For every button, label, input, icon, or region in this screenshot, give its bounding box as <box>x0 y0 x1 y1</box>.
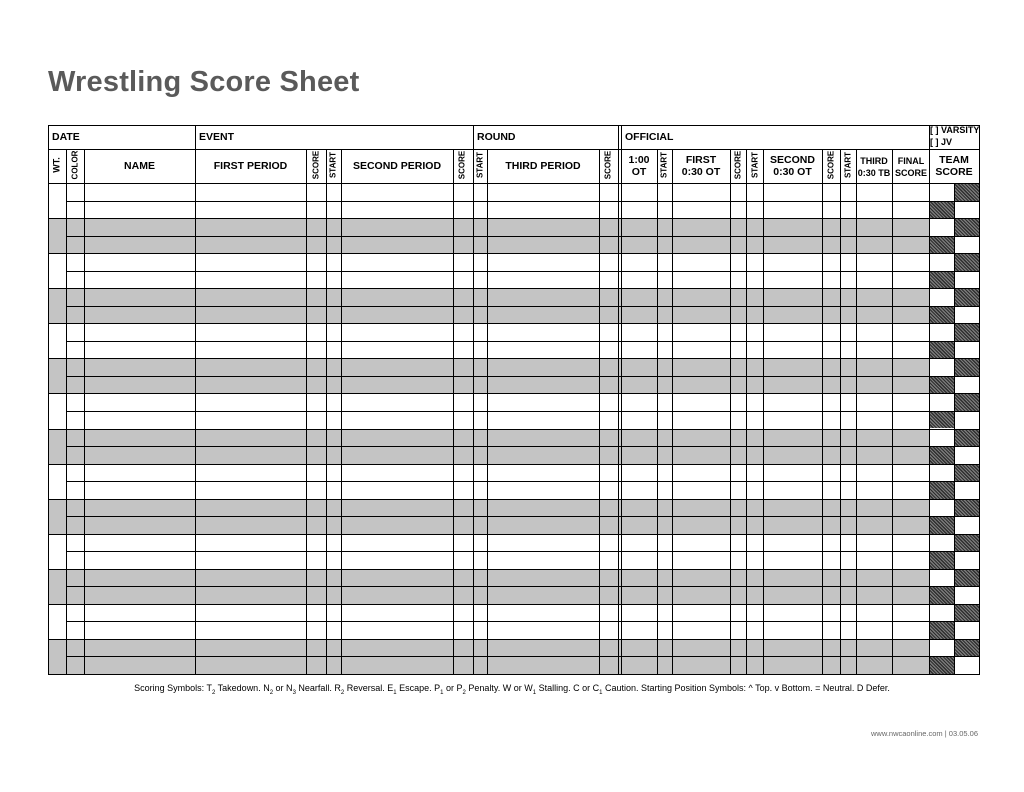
team-score-dark-cell <box>954 464 979 482</box>
second-ot-header-top: SECOND <box>770 154 815 166</box>
team-score-dark-cell <box>929 306 954 324</box>
official-label: OFFICIAL <box>625 131 674 143</box>
row-line <box>66 656 979 657</box>
row-line <box>66 516 979 517</box>
third-period-header: THIRD PERIOD <box>505 160 581 172</box>
column-line <box>195 125 196 674</box>
row-line <box>66 411 979 412</box>
team-score-header-bottom: SCORE <box>935 166 973 178</box>
row-line <box>66 551 979 552</box>
team-score-dark-cell <box>954 499 979 517</box>
border-left <box>48 125 49 674</box>
team-score-dark-cell <box>929 586 954 604</box>
team-score-dark-cell <box>954 218 979 236</box>
row-line <box>48 393 979 394</box>
page-title: Wrestling Score Sheet <box>48 66 360 98</box>
team-score-dark-cell <box>954 534 979 552</box>
team-score-dark-cell <box>929 481 954 499</box>
row-line <box>48 358 979 359</box>
jv-checkbox[interactable]: [ ] JV <box>930 137 953 147</box>
row-line <box>66 341 979 342</box>
team-score-dark-cell <box>954 288 979 306</box>
team-score-dark-cell <box>954 323 979 341</box>
team-score-dark-cell <box>929 236 954 254</box>
border-bottom <box>48 674 980 675</box>
team-score-dark-cell <box>929 271 954 289</box>
color-header: COLOR <box>70 150 80 180</box>
first-period-header: FIRST PERIOD <box>213 160 288 172</box>
start-header-ot2: START <box>750 151 760 179</box>
credit-line: www.nwcaonline.com | 03.05.06 <box>870 729 978 738</box>
first-ot-header-top: FIRST <box>685 154 717 166</box>
team-score-dark-cell <box>954 604 979 622</box>
row-line <box>48 639 979 640</box>
team-score-dark-cell <box>929 341 954 359</box>
row-line <box>48 288 979 289</box>
team-score-dark-cell <box>929 551 954 569</box>
first-ot-header-bottom: 0:30 OT <box>681 166 721 178</box>
row-line <box>66 271 979 272</box>
start-header-3: START <box>475 151 485 179</box>
team-score-dark-cell <box>954 639 979 657</box>
name-header: NAME <box>124 160 155 172</box>
score-header-ot2: SCORE <box>826 150 836 180</box>
row-line <box>48 534 979 535</box>
row-line <box>48 218 979 219</box>
score-header-ot1: SCORE <box>733 150 743 180</box>
team-score-dark-cell <box>954 429 979 447</box>
start-header-2: START <box>328 151 338 179</box>
final-score-header-top: FINAL <box>897 156 925 166</box>
team-score-dark-cell <box>954 183 979 201</box>
team-score-dark-cell <box>954 393 979 411</box>
official-divider-a <box>618 125 619 674</box>
team-score-header-top: TEAM <box>939 154 969 166</box>
team-score-dark-cell <box>954 569 979 587</box>
team-score-dark-cell <box>929 201 954 219</box>
row-line <box>66 621 979 622</box>
row-line <box>48 499 979 500</box>
team-score-dark-cell <box>929 376 954 394</box>
date-label: DATE <box>52 131 80 143</box>
column-line <box>473 125 474 674</box>
row-line <box>66 376 979 377</box>
row-line <box>66 306 979 307</box>
score-header-1: SCORE <box>311 150 321 180</box>
team-score-dark-cell <box>929 411 954 429</box>
row-line <box>48 604 979 605</box>
row-line <box>48 323 979 324</box>
official-divider-b <box>621 125 622 674</box>
team-score-dark-cell <box>954 253 979 271</box>
second-ot-header-bottom: 0:30 OT <box>773 166 812 178</box>
border-right <box>979 125 980 674</box>
row-line <box>48 429 979 430</box>
scoring-symbols-legend: Scoring Symbols: $T_2$ Takedown. $N_2$ or $N_3$ Nearfall. $R_2$ Reversal. $E_1$ Escape. $P_1$ or $P_2$ Penalty. W or $W_1$ Stalling. C or $C_1$ Caution. Starting Position Symbols: ^ Top. v Bottom. = Neutral. D Defer. <box>134 683 890 696</box>
third-tb-header-top: THIRD <box>860 156 888 166</box>
team-score-dark-cell <box>929 656 954 674</box>
team-score-dark-cell <box>929 621 954 639</box>
row-line <box>66 236 979 237</box>
team-score-dark-cell <box>954 358 979 376</box>
row-line <box>48 569 979 570</box>
row-line <box>66 201 979 202</box>
start-header-ot1: START <box>659 151 669 179</box>
ot-header-bottom: OT <box>631 166 647 178</box>
column-line <box>929 125 930 674</box>
ot-header-top: 1:00 <box>628 154 650 166</box>
row-line <box>48 253 979 254</box>
border-top <box>48 125 979 126</box>
round-label: ROUND <box>477 131 516 143</box>
row-line <box>66 586 979 587</box>
third-tb-header-bottom: 0:30 TB <box>857 168 891 178</box>
event-label: EVENT <box>199 131 235 143</box>
final-score-header-bottom: SCORE <box>894 168 927 178</box>
second-period-header: SECOND PERIOD <box>352 160 442 172</box>
varsity-checkbox[interactable]: [ ] VARSITY <box>930 125 980 135</box>
row-line <box>48 464 979 465</box>
score-header-3: SCORE <box>603 150 613 180</box>
score-header-2: SCORE <box>457 150 467 180</box>
row-line <box>66 446 979 447</box>
wt-header: WT. <box>51 157 62 173</box>
row-line <box>66 481 979 482</box>
start-header-tb: START <box>843 151 853 179</box>
team-score-dark-cell <box>929 516 954 534</box>
team-score-dark-cell <box>929 446 954 464</box>
